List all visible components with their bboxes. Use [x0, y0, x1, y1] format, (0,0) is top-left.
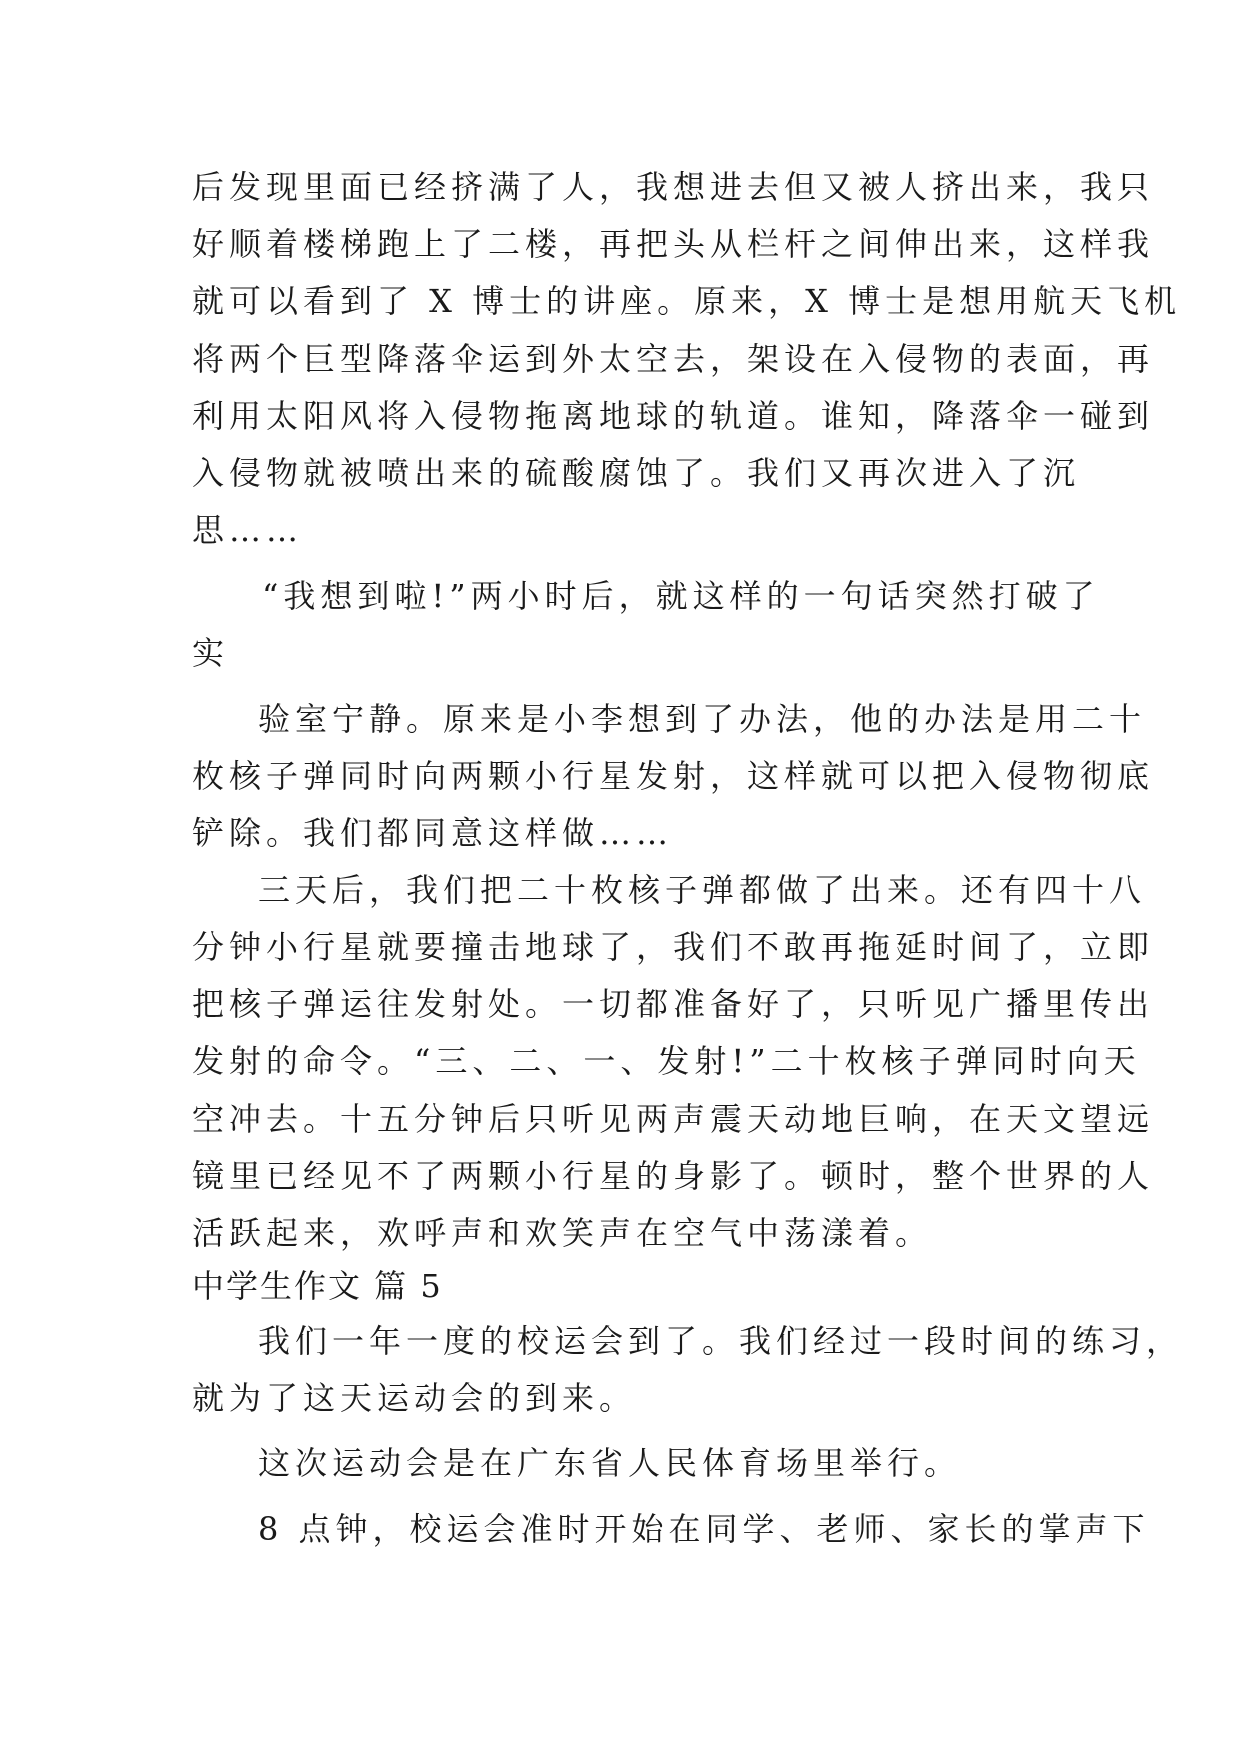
section-heading: 中学生作文 篇 5: [192, 1267, 443, 1305]
text-line: 三天后，我们把二十枚核子弹都做了出来。还有四十八: [258, 871, 1147, 909]
text-line: 实: [192, 634, 230, 672]
text-line: 发射的命令。“三、二、一、发射!”二十枚核子弹同时向天: [192, 1042, 1141, 1080]
text-line: 把核子弹运往发射处。一切都准备好了，只听见广播里传出: [192, 985, 1155, 1023]
text-line: 思……: [192, 511, 304, 549]
text-line: 入侵物就被喷出来的硫酸腐蚀了。我们又再次进入了沉: [192, 454, 1081, 492]
text-line: 验室宁静。原来是小李想到了办法，他的办法是用二十: [258, 700, 1147, 738]
text-line: 将两个巨型降落伞运到外太空去，架设在入侵物的表面，再: [192, 340, 1155, 378]
text-line: 利用太阳风将入侵物拖离地球的轨道。谁知，降落伞一碰到: [192, 397, 1155, 435]
text-line: 我们一年一度的校运会到了。我们经过一段时间的练习，: [258, 1322, 1184, 1360]
text-line: 就为了这天运动会的到来。: [192, 1379, 637, 1417]
text-line: 枚核子弹同时向两颗小行星发射，这样就可以把入侵物彻底: [192, 757, 1155, 795]
text-line: 这次运动会是在广东省人民体育场里举行。: [258, 1444, 962, 1482]
text-line: 后发现里面已经挤满了人，我想进去但又被人挤出来，我只: [192, 168, 1155, 206]
text-line: 就可以看到了 X 博士的讲座。原来，X 博士是想用航天飞机: [192, 282, 1182, 320]
text-line: 分钟小行星就要撞击地球了，我们不敢再拖延时间了，立即: [192, 928, 1155, 966]
text-line: 8 点钟，校运会准时开始在同学、老师、家长的掌声下: [258, 1510, 1150, 1548]
text-line: 铲除。我们都同意这样做……: [192, 814, 674, 852]
text-line: 空冲去。十五分钟后只听见两声震天动地巨响，在天文望远: [192, 1100, 1155, 1138]
text-line: “我想到啦!”两小时后，就这样的一句话突然打破了: [262, 577, 1100, 615]
text-line: 好顺着楼梯跑上了二楼，再把头从栏杆之间伸出来，这样我: [192, 225, 1155, 263]
text-line: 镜里已经见不了两颗小行星的身影了。顿时，整个世界的人: [192, 1157, 1155, 1195]
text-line: 活跃起来，欢呼声和欢笑声在空气中荡漾着。: [192, 1214, 933, 1252]
